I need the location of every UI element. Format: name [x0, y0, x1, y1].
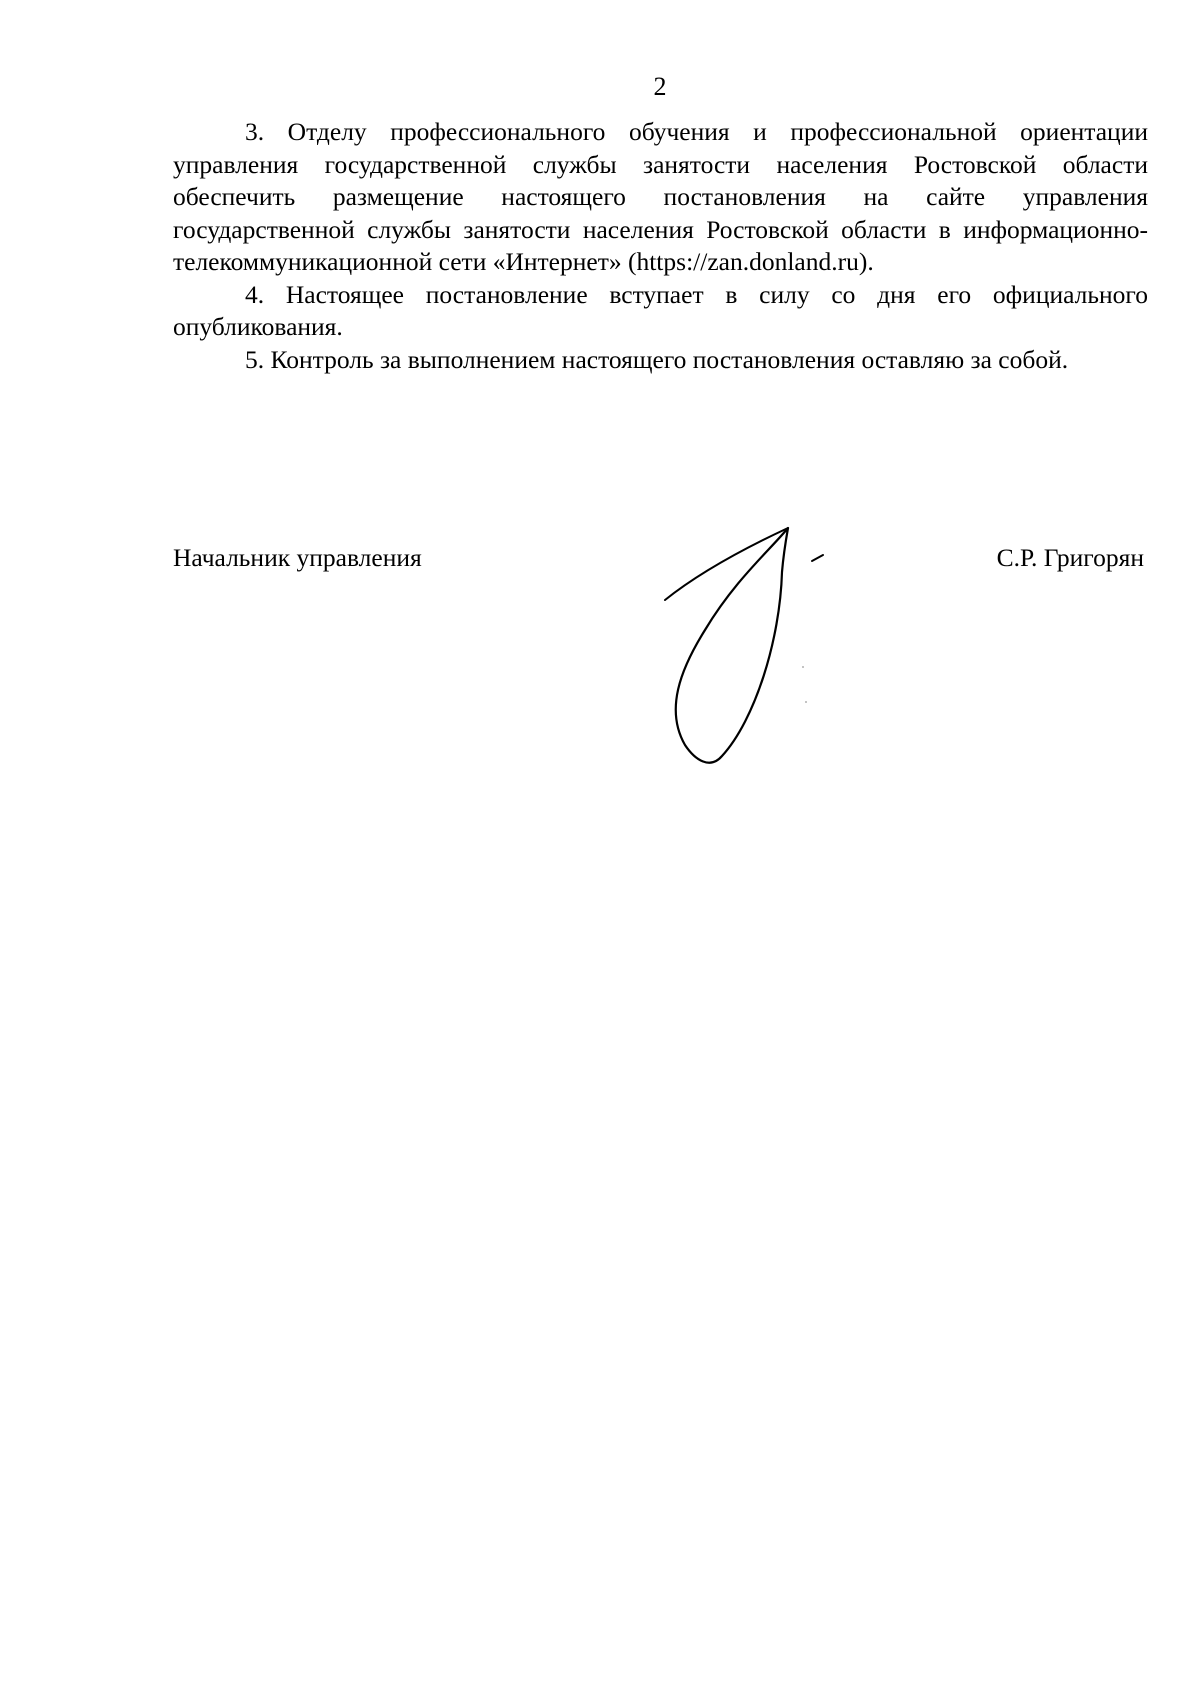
paragraph-4: 4. Настоящее постановление вступает в силу со дня его официального опубликования.	[173, 279, 1148, 341]
paragraph-5: 5. Контроль за выполнением настоящего постановления оставляю за собой.	[245, 344, 1069, 374]
signatory-name: С.Р. Григорян	[996, 543, 1144, 572]
handwritten-signature	[660, 520, 840, 780]
page-number: 2	[653, 72, 667, 101]
signatory-title: Начальник управления	[173, 543, 422, 572]
paragraph-3: 3. Отделу профессионального обучения и профессиональной ориентации управления государственной службы занятости населения Ростовской области обеспечить размещение настоящего постановления на сайте управления государственной службы занятости населения Ростовской области в информационно-телекоммуникационной сети «Интернет» (https://zan.donland.ru).	[173, 117, 1148, 276]
document-body	[173, 116, 1148, 376]
